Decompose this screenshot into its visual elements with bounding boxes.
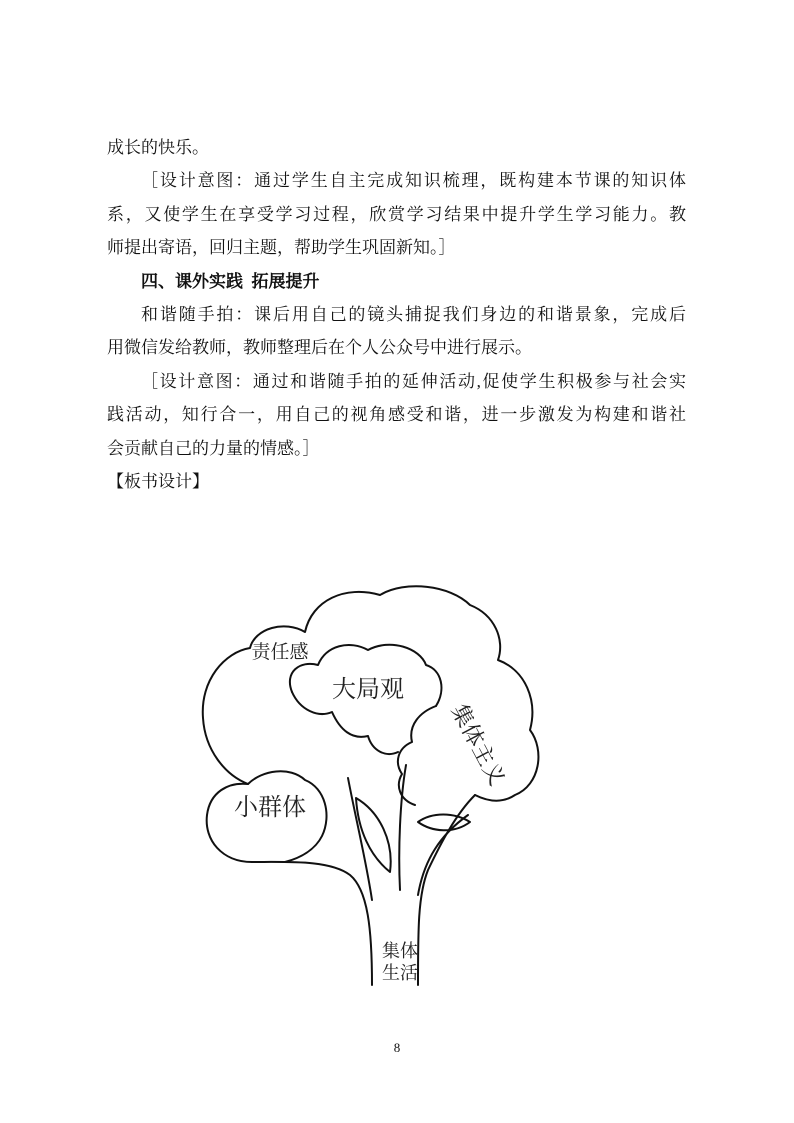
text-line: 会贡献自己的力量的情感。］ [107, 438, 320, 458]
label-collective-life-line2: 生活 [382, 963, 418, 983]
text-line: ［设计意图：通过和谐随手拍的延伸活动,促使学生积极参与社会实 [141, 371, 686, 391]
text-line: 成长的快乐。 [107, 138, 209, 157]
section-heading: 四、课外实践 拓展提升 [141, 271, 320, 291]
label-collective-life-line1: 集体 [382, 941, 418, 961]
text-line: ［设计意图：通过学生自主完成知识梳理，既构建本节课的知识体 [141, 171, 686, 191]
board-design-title: 【板书设计】 [107, 471, 209, 491]
label-responsibility: 责任感 [251, 642, 309, 663]
text-line: 系，又使学生在享受学习过程，欣赏学习结果中提升学生学习能力。教 [107, 204, 686, 224]
tree-trunk-left [252, 862, 372, 985]
tree-leaf [418, 815, 470, 831]
tree-branch [399, 765, 406, 890]
collectivism-lobe-edge [398, 706, 436, 805]
label-small-group: 小群体 [234, 794, 306, 821]
tree-branch [348, 778, 372, 900]
tree-diagram [180, 570, 560, 1000]
page-number: 8 [393, 1040, 401, 1055]
text-line: 和谐随手拍：课后用自己的镜头捕捉我们身边的和谐景象，完成后 [141, 304, 686, 324]
text-line: 践活动，知行合一，用自己的视角感受和谐，进一步激发为构建和谐社 [107, 405, 686, 425]
tree-leaf [356, 798, 391, 872]
text-block [107, 131, 686, 498]
text-line: 师提出寄语，回归主题，帮助学生巩固新知。］ [107, 238, 456, 258]
label-collectivism: 集体主义 [446, 700, 511, 790]
text-line: 用微信发给教师，教师整理后在个人公众号中进行展示。 [107, 338, 532, 358]
label-big-picture: 大局观 [332, 676, 404, 703]
